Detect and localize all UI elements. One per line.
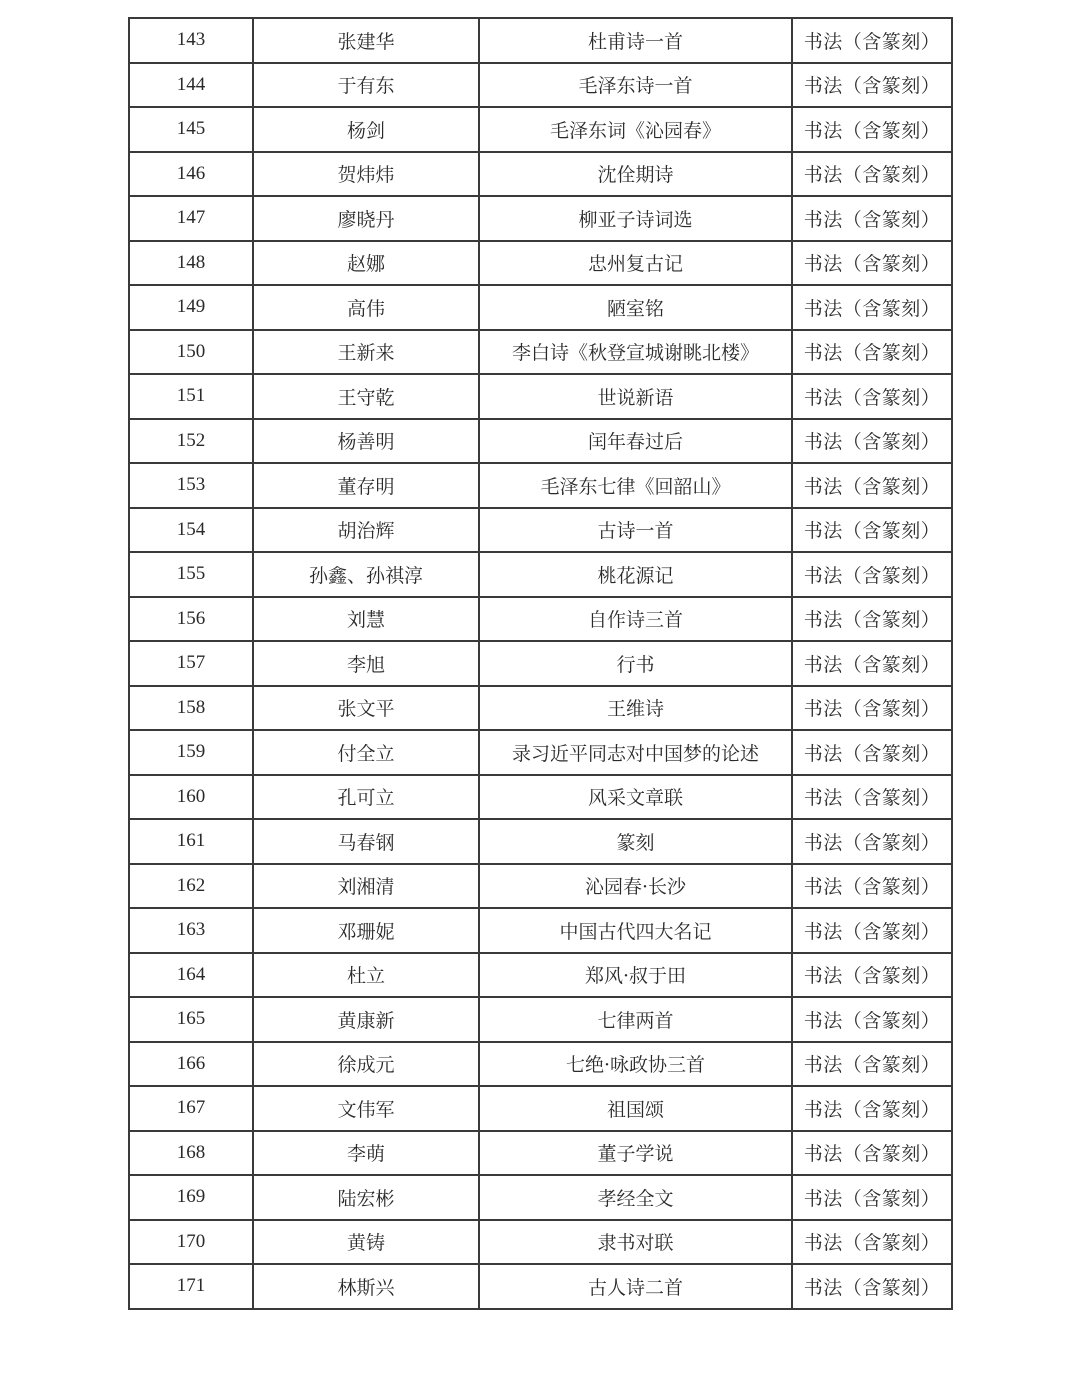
author-name-cell: 黄康新 [253,997,479,1042]
work-title-cell: 古人诗二首 [479,1264,792,1309]
work-title-cell: 桃花源记 [479,552,792,597]
row-number-cell: 170 [129,1220,253,1265]
table-row [129,1042,952,1087]
category-cell: 书法（含篆刻） [792,330,952,375]
work-title-cell: 古诗一首 [479,508,792,553]
row-number-cell: 166 [129,1042,253,1087]
table-row [129,508,952,553]
author-name-cell: 董存明 [253,463,479,508]
work-title-cell: 风采文章联 [479,775,792,820]
work-title-cell: 李白诗《秋登宣城谢眺北楼》 [479,330,792,375]
row-number-cell: 147 [129,196,253,241]
author-name-cell: 赵娜 [253,241,479,286]
table-row [129,1264,952,1309]
category-cell: 书法（含篆刻） [792,1220,952,1265]
category-cell: 书法（含篆刻） [792,1042,952,1087]
work-title-cell: 七绝·咏政协三首 [479,1042,792,1087]
row-number-cell: 152 [129,419,253,464]
author-name-cell: 李萌 [253,1131,479,1176]
category-cell: 书法（含篆刻） [792,152,952,197]
row-number-cell: 143 [129,18,253,63]
row-number-cell: 155 [129,552,253,597]
author-name-cell: 林斯兴 [253,1264,479,1309]
category-cell: 书法（含篆刻） [792,63,952,108]
row-number-cell: 164 [129,953,253,998]
table-row [129,819,952,864]
author-name-cell: 陆宏彬 [253,1175,479,1220]
category-cell: 书法（含篆刻） [792,463,952,508]
work-title-cell: 柳亚子诗词选 [479,196,792,241]
table-row [129,864,952,909]
row-number-cell: 150 [129,330,253,375]
work-title-cell: 忠州复古记 [479,241,792,286]
category-cell: 书法（含篆刻） [792,374,952,419]
author-name-cell: 刘慧 [253,597,479,642]
table-row [129,1131,952,1176]
entries-table [128,17,953,1310]
row-number-cell: 151 [129,374,253,419]
author-name-cell: 付全立 [253,730,479,775]
work-title-cell: 自作诗三首 [479,597,792,642]
work-title-cell: 毛泽东词《沁园春》 [479,107,792,152]
work-title-cell: 陋室铭 [479,285,792,330]
table-row [129,1175,952,1220]
work-title-cell: 沈佺期诗 [479,152,792,197]
table-row [129,908,952,953]
category-cell: 书法（含篆刻） [792,241,952,286]
author-name-cell: 杨剑 [253,107,479,152]
work-title-cell: 七律两首 [479,997,792,1042]
work-title-cell: 世说新语 [479,374,792,419]
row-number-cell: 156 [129,597,253,642]
row-number-cell: 148 [129,241,253,286]
category-cell: 书法（含篆刻） [792,819,952,864]
author-name-cell: 王守乾 [253,374,479,419]
work-title-cell: 行书 [479,641,792,686]
category-cell: 书法（含篆刻） [792,18,952,63]
work-title-cell: 隶书对联 [479,1220,792,1265]
author-name-cell: 高伟 [253,285,479,330]
author-name-cell: 贺炜炜 [253,152,479,197]
author-name-cell: 徐成元 [253,1042,479,1087]
table-body [129,18,952,1309]
category-cell: 书法（含篆刻） [792,686,952,731]
table-row [129,152,952,197]
category-cell: 书法（含篆刻） [792,1086,952,1131]
category-cell: 书法（含篆刻） [792,107,952,152]
category-cell: 书法（含篆刻） [792,1264,952,1309]
table-row [129,997,952,1042]
category-cell: 书法（含篆刻） [792,730,952,775]
work-title-cell: 毛泽东七律《回韶山》 [479,463,792,508]
work-title-cell: 毛泽东诗一首 [479,63,792,108]
category-cell: 书法（含篆刻） [792,953,952,998]
category-cell: 书法（含篆刻） [792,641,952,686]
table-row [129,1220,952,1265]
row-number-cell: 169 [129,1175,253,1220]
row-number-cell: 163 [129,908,253,953]
work-title-cell: 闰年春过后 [479,419,792,464]
category-cell: 书法（含篆刻） [792,775,952,820]
category-cell: 书法（含篆刻） [792,419,952,464]
category-cell: 书法（含篆刻） [792,908,952,953]
row-number-cell: 157 [129,641,253,686]
category-cell: 书法（含篆刻） [792,1175,952,1220]
row-number-cell: 160 [129,775,253,820]
author-name-cell: 廖晓丹 [253,196,479,241]
row-number-cell: 146 [129,152,253,197]
row-number-cell: 149 [129,285,253,330]
category-cell: 书法（含篆刻） [792,508,952,553]
author-name-cell: 邓珊妮 [253,908,479,953]
work-title-cell: 杜甫诗一首 [479,18,792,63]
table-row [129,196,952,241]
table-row [129,730,952,775]
category-cell: 书法（含篆刻） [792,597,952,642]
row-number-cell: 167 [129,1086,253,1131]
author-name-cell: 张文平 [253,686,479,731]
row-number-cell: 165 [129,997,253,1042]
author-name-cell: 刘湘清 [253,864,479,909]
work-title-cell: 中国古代四大名记 [479,908,792,953]
work-title-cell: 郑风·叔于田 [479,953,792,998]
table-row [129,63,952,108]
table-row [129,419,952,464]
table-row [129,241,952,286]
row-number-cell: 162 [129,864,253,909]
work-title-cell: 篆刻 [479,819,792,864]
category-cell: 书法（含篆刻） [792,997,952,1042]
work-title-cell: 沁园春·长沙 [479,864,792,909]
row-number-cell: 145 [129,107,253,152]
work-title-cell: 孝经全文 [479,1175,792,1220]
category-cell: 书法（含篆刻） [792,196,952,241]
row-number-cell: 158 [129,686,253,731]
work-title-cell: 祖国颂 [479,1086,792,1131]
table-row [129,285,952,330]
table-row [129,775,952,820]
author-name-cell: 马春钢 [253,819,479,864]
table-row [129,374,952,419]
author-name-cell: 李旭 [253,641,479,686]
table-row [129,552,952,597]
table-row [129,686,952,731]
row-number-cell: 161 [129,819,253,864]
category-cell: 书法（含篆刻） [792,864,952,909]
table-row [129,597,952,642]
author-name-cell: 王新来 [253,330,479,375]
table-row [129,18,952,63]
category-cell: 书法（含篆刻） [792,1131,952,1176]
table-row [129,641,952,686]
work-title-cell: 董子学说 [479,1131,792,1176]
row-number-cell: 153 [129,463,253,508]
author-name-cell: 杜立 [253,953,479,998]
work-title-cell: 王维诗 [479,686,792,731]
category-cell: 书法（含篆刻） [792,552,952,597]
table-row [129,953,952,998]
row-number-cell: 168 [129,1131,253,1176]
row-number-cell: 144 [129,63,253,108]
author-name-cell: 张建华 [253,18,479,63]
author-name-cell: 文伟军 [253,1086,479,1131]
table-row [129,1086,952,1131]
author-name-cell: 杨善明 [253,419,479,464]
table-row [129,330,952,375]
author-name-cell: 孔可立 [253,775,479,820]
author-name-cell: 孙鑫、孙祺淳 [253,552,479,597]
category-cell: 书法（含篆刻） [792,285,952,330]
row-number-cell: 154 [129,508,253,553]
row-number-cell: 171 [129,1264,253,1309]
author-name-cell: 于有东 [253,63,479,108]
work-title-cell: 录习近平同志对中国梦的论述 [479,730,792,775]
author-name-cell: 胡治辉 [253,508,479,553]
table-row [129,463,952,508]
row-number-cell: 159 [129,730,253,775]
entries-table-container [128,17,951,1364]
author-name-cell: 黄铸 [253,1220,479,1265]
table-row [129,107,952,152]
